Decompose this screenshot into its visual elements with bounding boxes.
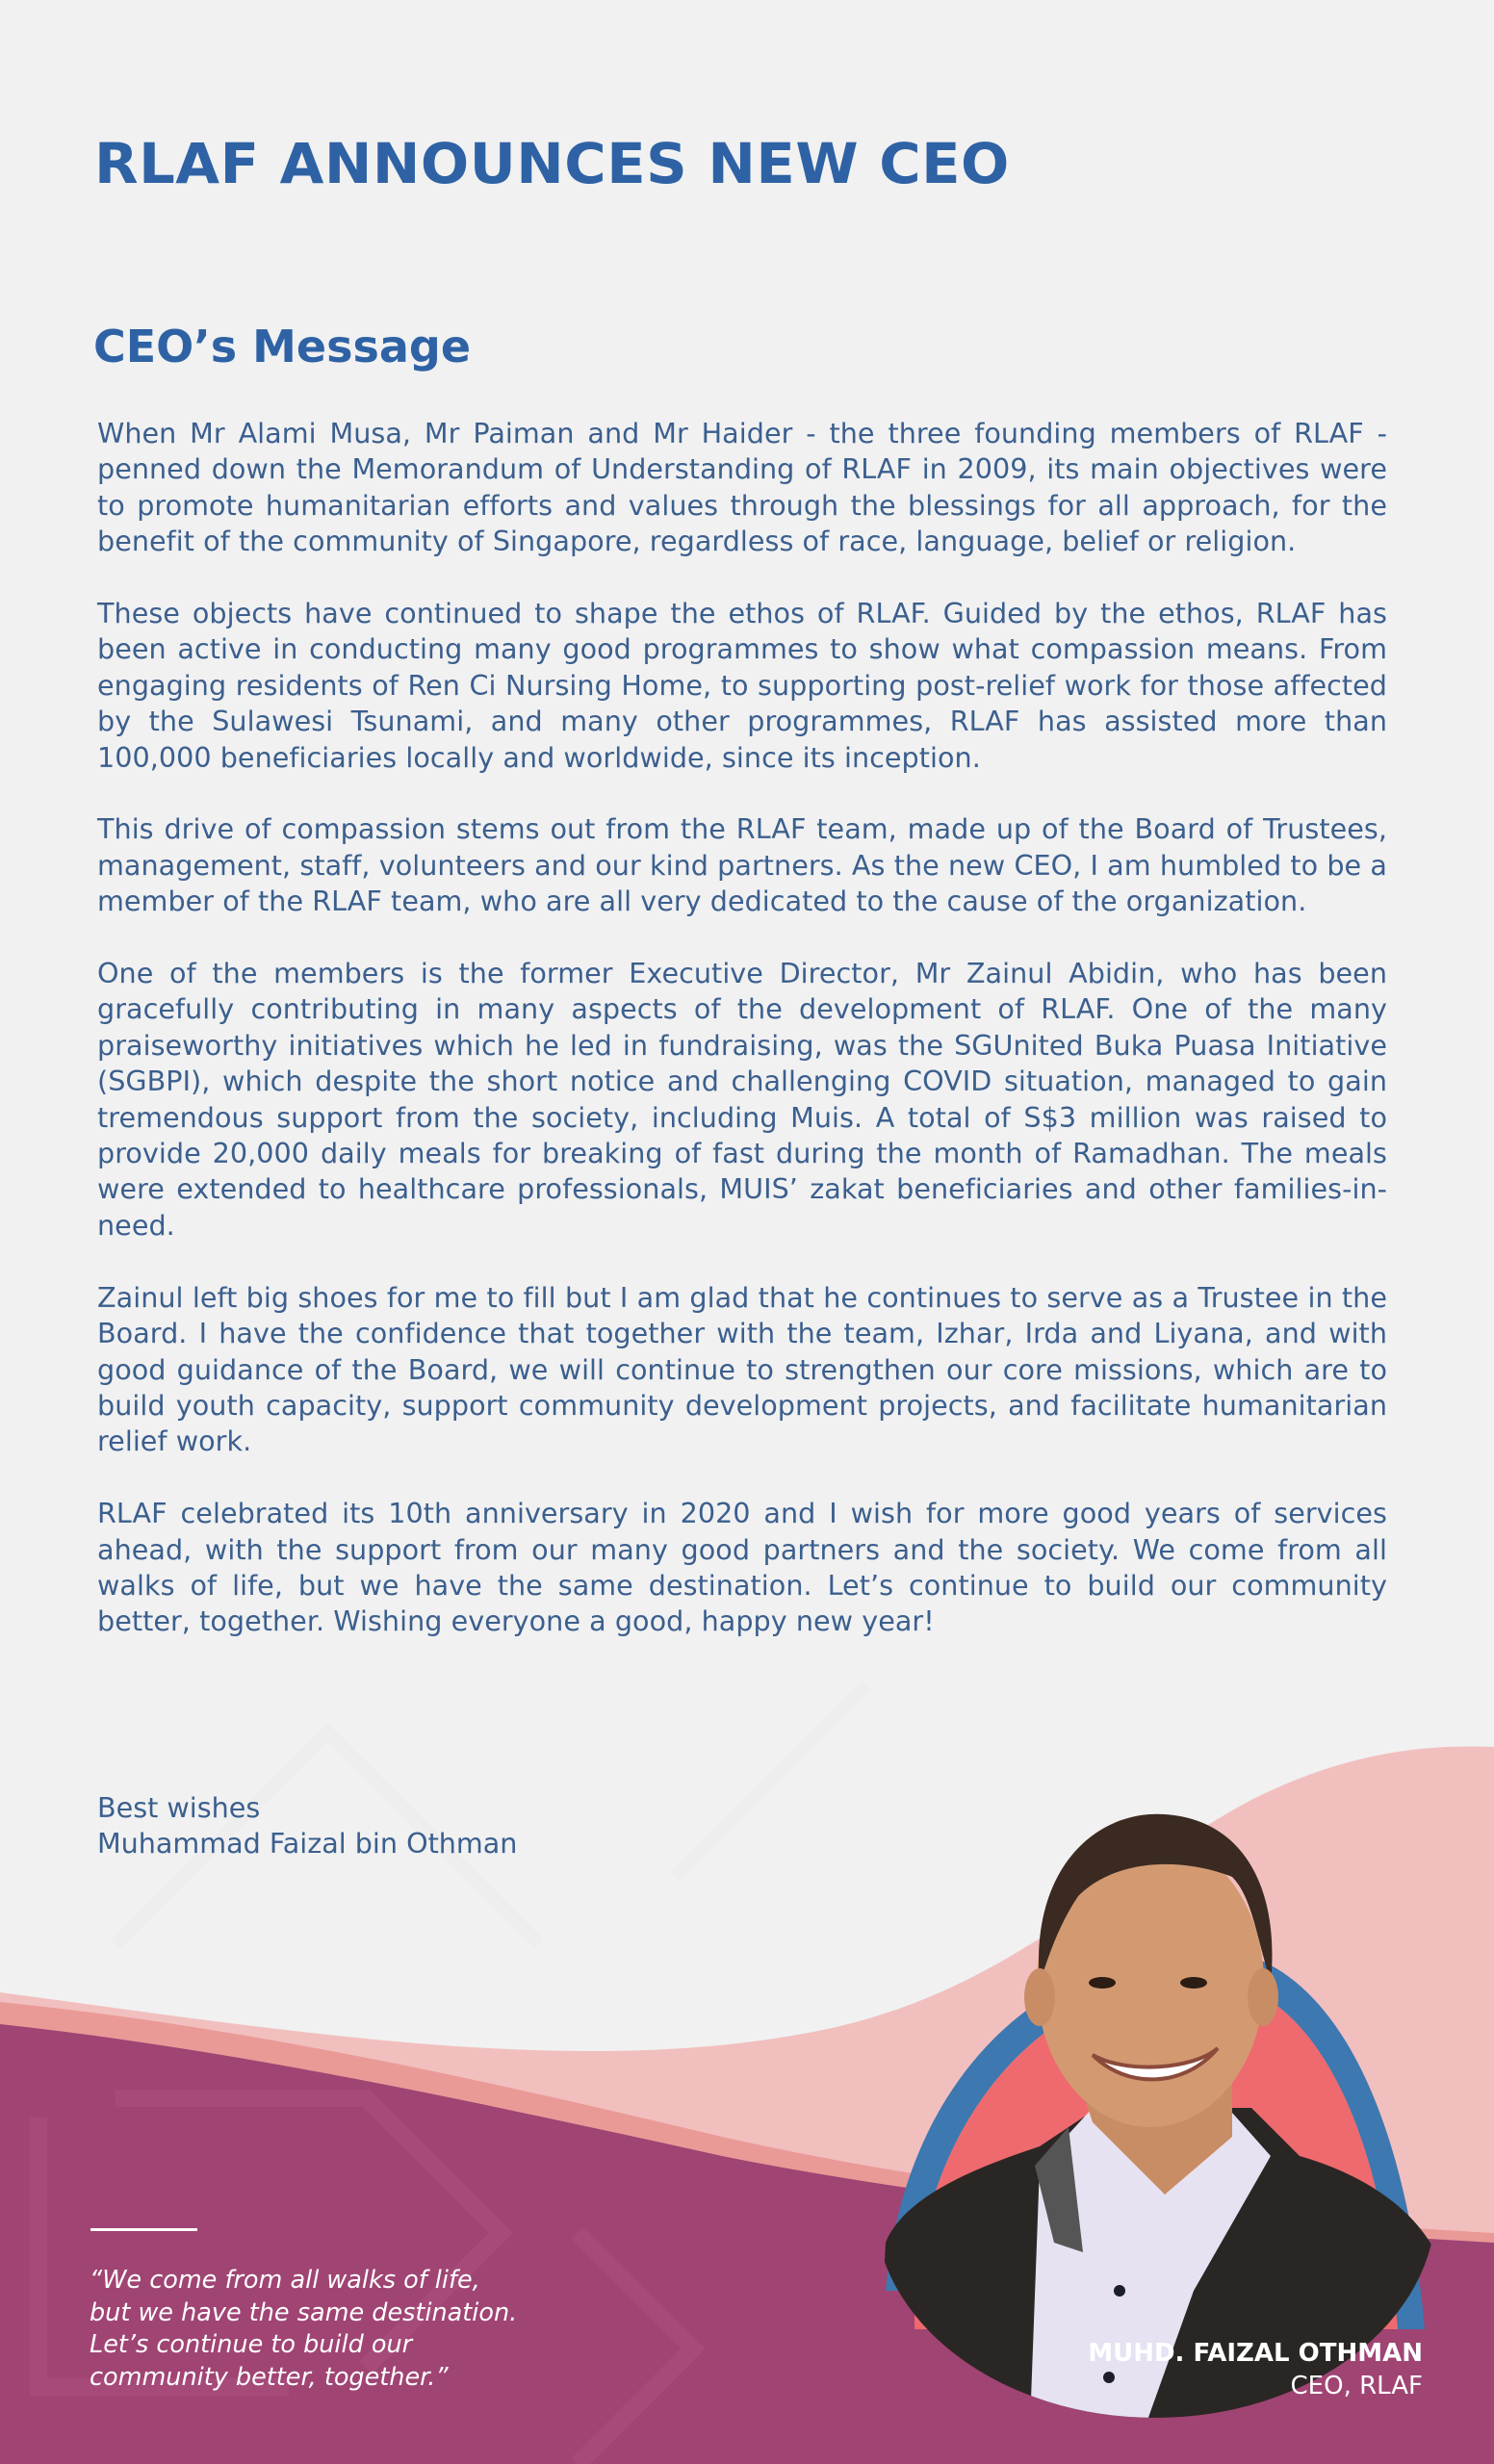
page-title: RLAF ANNOUNCES NEW CEO: [94, 131, 1010, 196]
right-eye: [1180, 1977, 1207, 1989]
signoff-greeting: Best wishes: [97, 1791, 261, 1824]
message-paragraph: RLAF celebrated its 10th anniversary in 2020 and I wish for more good years of services ahead, with the support from our many good partners and the society. We come from all walks of life, but we have the same destination. Let’s continue to build our community better, together. Wishing everyone a good, happy new year!: [97, 1497, 1387, 1638]
right-ear: [1248, 1968, 1278, 2026]
profile-caption: [1088, 2337, 1423, 2402]
message-paragraph: These objects have continued to shape the ethos of RLAF. Guided by the ethos, RLAF has been active in conducting many good programmes to show what compassion means. From engaging residents of Ren Ci Nursing Home, to supporting post-relief work for those affected by the Sulawesi Tsunami, and many other programmes, RLAF has assisted more than 100,000 beneficiaries locally and worldwide, since its inception.: [97, 597, 1387, 774]
quote-line: “We come from all walks of life,: [90, 2266, 480, 2295]
ceo-message-body: [97, 416, 1387, 1676]
message-paragraph: Zainul left big shoes for me to fill but I am glad that he continues to serve as a Trustee in the Board. I have the confidence that together with the team, Izhar, Irda and Liyana, and with good guidance of the Board, we will continue to strengthen our core missions, which are to build youth capacity, support community development projects, and facilitate humanitarian relief work.: [97, 1280, 1387, 1458]
quote-line: Let’s continue to build our: [90, 2330, 413, 2359]
shirt-button: [1114, 2285, 1125, 2297]
message-paragraph: One of the members is the former Executive Director, Mr Zainul Abidin, who has been gracefully contributing in many aspects of the development of RLAF. One of the many praiseworthy initiatives which he led in fundraising, was the SGUnited Buka Puasa Initiative (SGBPI), which despite the short notice and challenging COVID situation, managed to gain tremendous support from the society, including Muis. A total of S$3 million was raised to provide 20,000 daily meals for breaking of fast during the month of Ramadhan. The meals were extended to healthcare professionals, MUIS’ zakat beneficiaries and other families-in-need.: [97, 957, 1387, 1242]
profile-role: CEO, RLAF: [1290, 2372, 1423, 2400]
section-heading: CEO’s Message: [93, 321, 472, 372]
signoff-name: Muhammad Faizal bin Othman: [97, 1827, 518, 1860]
quote-line: but we have the same destination.: [90, 2297, 518, 2327]
left-ear: [1024, 1968, 1055, 2026]
pull-quote: [90, 2265, 517, 2394]
portrait-photo: [847, 1790, 1463, 2426]
quote-divider: [90, 2228, 197, 2231]
left-eye: [1089, 1977, 1116, 1989]
quote-line: community better, together.”: [90, 2362, 449, 2392]
profile-name: MUHD. FAIZAL OTHMAN: [1088, 2339, 1423, 2368]
message-paragraph: This drive of compassion stems out from the RLAF team, made up of the Board of Trustees, management, staff, volunteers and our kind partners. As the new CEO, I am humbled to be a member of the RLAF team, who are all very dedicated to the cause of the organization.: [97, 812, 1387, 918]
signoff: [97, 1790, 517, 1861]
message-paragraph: When Mr Alami Musa, Mr Paiman and Mr Haider - the three founding members of RLAF - penned down the Memorandum of Understanding of RLAF in 2009, its main objectives were to promote humanitarian efforts and values through the blessings for all approach, for the benefit of the community of Singapore, regardless of race, language, belief or religion.: [97, 417, 1387, 558]
